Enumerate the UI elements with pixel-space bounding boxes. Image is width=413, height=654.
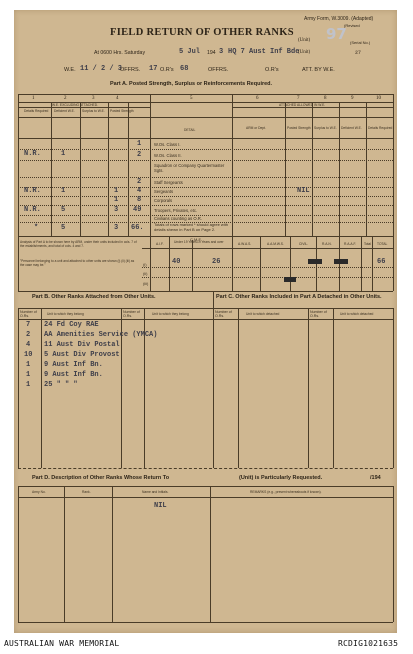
return-year-digit: 3 xyxy=(219,48,224,56)
row-detail: W.Os. Class II. xyxy=(154,153,182,158)
row-deficient: 5 xyxy=(61,224,66,232)
colhead-deficient-att: Deficient W.E. xyxy=(341,126,362,130)
cmf-header: C.M.F. xyxy=(190,237,202,242)
th-aif: A.I.F. xyxy=(156,242,164,246)
c-col-3 xyxy=(333,308,334,468)
entry-number: 1 xyxy=(26,381,31,389)
row-detail: Squadron or Company Quartermaster Sgts. xyxy=(154,163,225,173)
redaction-mark xyxy=(308,259,322,264)
b-head-number-2: Number of O.Rs. xyxy=(123,310,140,318)
c-head-unit: Unit to which detached xyxy=(246,312,280,316)
col-num-6: 6 xyxy=(256,96,259,101)
tcol-4 xyxy=(260,236,261,291)
colhead-posted-strength: Posted Strength xyxy=(110,109,134,113)
colhead-surplus: Surplus to W.E. xyxy=(82,109,105,113)
strength-row-i: (i) xyxy=(143,262,147,267)
handwritten-number: 97 xyxy=(326,25,347,43)
row-posted: 1 xyxy=(137,140,142,148)
d-head-bottom xyxy=(18,497,393,498)
return-date: 5 Jul xyxy=(179,48,201,56)
col-line-5 xyxy=(150,94,151,291)
tcol-8 xyxy=(361,236,362,291)
th-raaf: R.A.A.F. xyxy=(344,242,357,246)
tcol-5 xyxy=(290,236,291,291)
tcol-2 xyxy=(192,240,193,291)
row-posted: 2 xyxy=(137,178,142,186)
row-rule xyxy=(18,149,393,150)
total-aif: 40 xyxy=(172,258,181,266)
row-posted: 66. xyxy=(131,224,144,232)
row-posted: 2 xyxy=(137,151,142,159)
colhead-surplus-att: Surplus to W.E. xyxy=(314,126,337,130)
strength-rule-2 xyxy=(142,277,393,278)
entry-number: 1 xyxy=(26,361,31,369)
part-a-detail-end xyxy=(18,236,393,237)
d-head-army-no: Army No. xyxy=(32,490,46,494)
row-detail: Corporals xyxy=(154,198,173,203)
tcol-3 xyxy=(232,236,233,291)
part-b-title: Part B. Other Ranks Attached from Other Units. xyxy=(32,294,156,300)
row-details-required: N.R. xyxy=(24,150,41,158)
serial-no-label: (Serial No.) xyxy=(350,40,371,45)
part-a-title: Part A. Posted Strength, Surplus or Reinforcements Required. xyxy=(110,81,273,87)
army-form-reference: Army Form, W.3009. (Adapted) xyxy=(304,16,374,22)
strength-row-ii: (ii) xyxy=(143,271,148,276)
return-year-label: 194 xyxy=(207,50,216,56)
row-detail: Staff Sergeants xyxy=(154,180,183,185)
row-deficient: 5 xyxy=(61,206,66,214)
d-head-top xyxy=(18,486,393,487)
part-d-title-mid: (Unit) is Particularly Requested. xyxy=(239,475,323,481)
army-form-revised: (Revised xyxy=(344,23,360,28)
col-num-4: 4 xyxy=(116,96,119,101)
unit-name: HQ 7 Aust Inf Bde xyxy=(228,48,300,56)
part-d-nil: NIL xyxy=(154,502,167,510)
redaction-mark xyxy=(334,259,348,264)
entry-unit: AA Amenities Service (YMCA) xyxy=(44,331,158,339)
colhead-posted-strength-att: Posted Strength xyxy=(287,126,311,130)
c-col-2 xyxy=(308,308,309,468)
entry-unit: 9 Aust Inf Bn. xyxy=(44,361,103,369)
row-surplus: 3 xyxy=(114,206,119,214)
d-col-0 xyxy=(18,486,19,622)
ors-label: O.R's xyxy=(160,67,174,73)
offrs-value: 17 xyxy=(149,65,158,73)
entry-number: 7 xyxy=(26,321,31,329)
b-head-number: Number of O.Rs. xyxy=(20,310,37,318)
row-rule xyxy=(18,196,393,197)
analysis-note: Analysis of Part A to be shown here by ARM, under their units included in cols. 7 of the establishments, and total of cols. 4 and 7. xyxy=(20,240,137,248)
footer-id: RCDIG1021635 xyxy=(338,639,399,648)
b-col-1 xyxy=(41,308,42,468)
entry-unit: 11 Aust Div Postal xyxy=(44,341,120,349)
tcol-9 xyxy=(372,236,373,291)
th-total: TOTAL xyxy=(377,242,388,246)
row-deficient: 1 xyxy=(61,187,66,195)
col-num-2: 2 xyxy=(64,96,67,101)
row-detail: Sergeants xyxy=(154,189,174,194)
we-excluding-header: W.E. EXCLUDING ATTACHED. xyxy=(52,103,99,107)
row-details-required: * xyxy=(34,224,39,232)
c-head-number-2: Number of O.Rs. xyxy=(310,310,327,318)
we-label: W.E. xyxy=(64,67,76,73)
row-deficient: 1 xyxy=(61,150,66,158)
d-head-rank: Rank. xyxy=(82,490,91,494)
att-by-we-label: ATT. BY W.E. xyxy=(302,67,335,73)
row-details-required: N.R. xyxy=(24,206,41,214)
row-rule xyxy=(18,177,393,178)
entry-unit: 24 Fd Coy RAE xyxy=(44,321,99,329)
d-col-1 xyxy=(64,486,65,622)
part-a-rows-end xyxy=(18,138,393,139)
row-surplus: 1 xyxy=(114,196,119,204)
col-num-7: 7 xyxy=(297,96,300,101)
colhead-arm-dept: ARM or Dept. xyxy=(246,126,266,130)
detail-header: DETAIL xyxy=(184,128,196,132)
row-detail: Civilians counting as O.R. xyxy=(154,216,202,221)
colhead-details-required-att: Details Required xyxy=(368,126,393,130)
bc-bottom-rule xyxy=(18,468,393,469)
offrs2-label: OFFRS. xyxy=(208,67,229,73)
footer-source: AUSTRALIAN WAR MEMORIAL xyxy=(4,639,120,648)
entry-unit: 25 " " " xyxy=(44,381,78,389)
entry-unit: 5 Aust Div Provost xyxy=(44,351,120,359)
row-detail: W.Os. Class I. xyxy=(154,142,181,147)
col-line-0 xyxy=(18,94,19,291)
col-num-8: 8 xyxy=(324,96,327,101)
entry-number: 4 xyxy=(26,341,31,349)
d-col-3 xyxy=(210,486,211,622)
tcol-1 xyxy=(169,236,170,291)
colhead-deficient: Deficient W.E. xyxy=(54,109,75,113)
redaction-mark xyxy=(284,277,296,282)
strength-row-iii: (iii) xyxy=(143,281,149,286)
col-line-11 xyxy=(393,94,394,291)
unit-suffix: (Unit) xyxy=(298,50,311,55)
row-detail: Totals of rows marked * should agree with details shewn in Part B on Page 2. xyxy=(154,222,229,232)
part-a-bottom-rule xyxy=(18,291,393,292)
strength-rule-1 xyxy=(142,267,393,268)
form-title: FIELD RETURN OF OTHER RANKS xyxy=(110,27,294,38)
d-bottom-rule xyxy=(18,622,393,623)
title-unit-suffix: (Unit) xyxy=(298,38,311,43)
attached-nil: NIL xyxy=(297,187,310,195)
hand-mark-27: 27 xyxy=(355,50,362,56)
grand-total: 66 xyxy=(377,258,386,266)
b-col-0 xyxy=(18,308,19,468)
part-a-head-rule xyxy=(18,117,393,118)
part-c-title: Part C. Other Ranks Included in Part A Detached in Other Units. xyxy=(216,294,382,300)
we-header-rule xyxy=(18,107,150,108)
c-col-4 xyxy=(393,308,394,468)
th-awas: A.W.A.S. xyxy=(238,242,252,246)
offrs-label: OFFRS. xyxy=(120,67,141,73)
c-head-number: Number of O.Rs. xyxy=(215,310,232,318)
we-value: 11 / 2 / 3 xyxy=(80,65,123,73)
row-surplus: 3 xyxy=(114,224,119,232)
bc-head-top xyxy=(18,308,393,309)
ors2-label: O.R's xyxy=(265,67,279,73)
th-civil: CIVIL. xyxy=(299,242,309,246)
part-d-title-year: /194 xyxy=(370,475,381,481)
d-head-remarks: REMARKS (e.g., present whereabouts if known). xyxy=(250,490,322,494)
col-num-3: 3 xyxy=(92,96,95,101)
return-time-label: At 0600 Hrs. Saturday xyxy=(94,50,146,56)
d-head-name: Name and Initials. xyxy=(142,490,169,494)
row-rule xyxy=(18,215,393,216)
row-posted: 4 xyxy=(137,187,142,195)
bc-divider xyxy=(213,292,214,468)
row-detail: Troopers, Privates, etc. xyxy=(154,208,198,213)
part-d-title: Part D. Description of Other Ranks Whose Return To xyxy=(32,475,170,481)
row-details-required: N.R. xyxy=(24,187,41,195)
col-num-9: 9 xyxy=(351,96,354,101)
col-num-5: 5 xyxy=(190,96,193,101)
attached-allowed-header: ATTACHED ALLOWED IN W.E. xyxy=(279,103,326,107)
bc-head-bottom xyxy=(18,319,393,320)
field-return-form xyxy=(14,10,397,633)
row-posted: 49 xyxy=(133,206,142,214)
row-rule xyxy=(18,187,393,188)
c-col-1 xyxy=(238,308,239,468)
col-num-10: 10 xyxy=(376,96,381,101)
d-col-4 xyxy=(393,486,394,622)
th-over19: 19 Years and over xyxy=(197,240,224,244)
col-num-1: 1 xyxy=(32,96,35,101)
th-ran: R.A.N. xyxy=(322,242,332,246)
totals-head-rule xyxy=(142,248,393,249)
colhead-details-required: Details Required xyxy=(24,109,49,113)
attached-personnel-note: "Personnel belonging to a unit and attached to other units are shown (i) (ii) (iii) as the case may be." xyxy=(20,259,135,267)
total-over19: 26 xyxy=(212,258,221,266)
c-head-unit-2: Unit to which detached xyxy=(340,312,374,316)
part-a-top-rule xyxy=(18,94,393,95)
ors-value: 68 xyxy=(180,65,189,73)
entry-unit: 9 Aust Inf Bn. xyxy=(44,371,103,379)
b-head-unit-2: Unit to which they belong xyxy=(152,312,189,316)
entry-number: 10 xyxy=(24,351,33,359)
th-aamws: A.A.M.W.S. xyxy=(267,242,284,246)
th-under19: Under 19 Years xyxy=(174,240,197,244)
d-col-2 xyxy=(112,486,113,622)
th-total-star: Total xyxy=(364,242,371,246)
entry-number: 1 xyxy=(26,371,31,379)
b-head-unit: Unit to which they belong xyxy=(47,312,84,316)
row-posted: 8 xyxy=(137,196,142,204)
row-rule xyxy=(18,205,393,206)
row-rule xyxy=(18,160,393,161)
row-surplus: 1 xyxy=(114,187,119,195)
entry-number: 2 xyxy=(26,331,31,339)
